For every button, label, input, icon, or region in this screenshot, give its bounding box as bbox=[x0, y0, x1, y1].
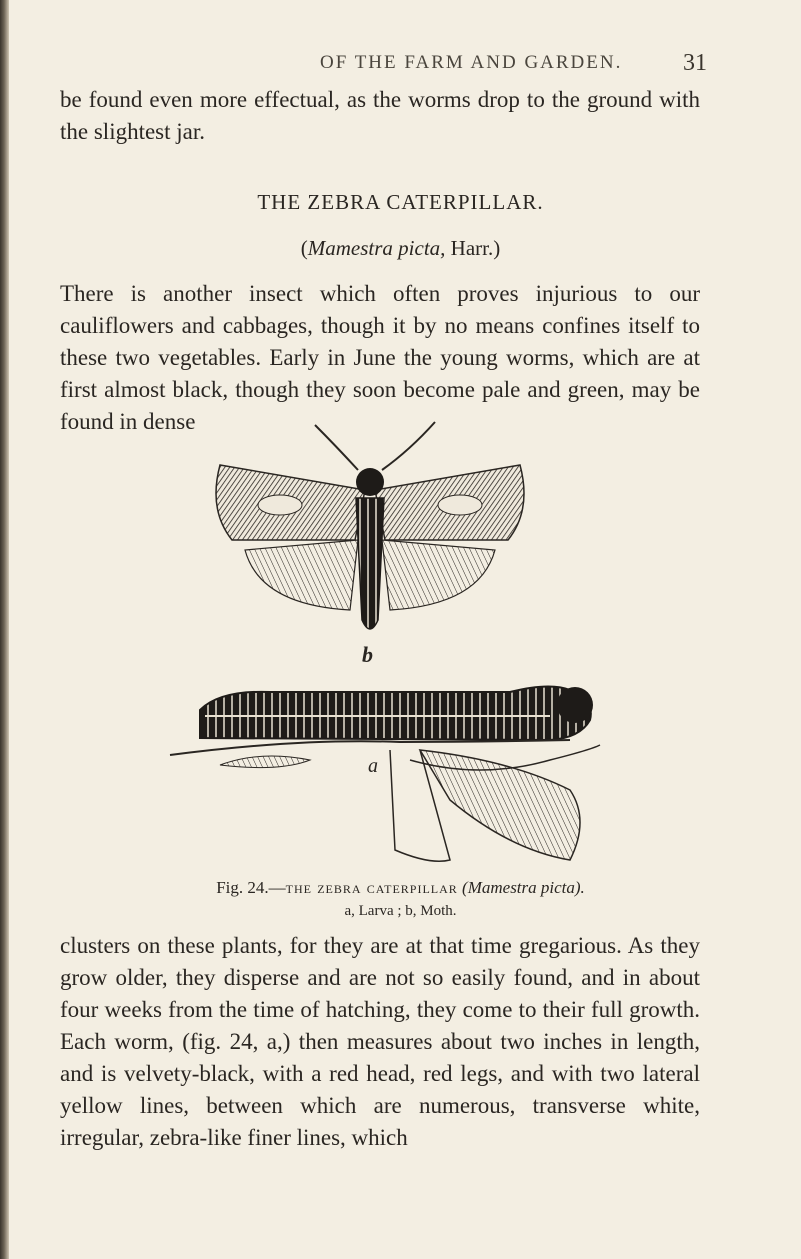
section-subtitle bbox=[0, 236, 801, 261]
caption-species: (Mamestra picta). bbox=[462, 878, 585, 897]
moth-antenna-left bbox=[315, 425, 358, 470]
paragraph-intro: There is another insect which often proves injurious to our cauliflowers and cabbages, though it by no means confines itself to these two vegetables. Early in June the young worms, which are at first almost black, though they soon become pale and green, may be found in dense bbox=[60, 281, 700, 434]
page-number: 31 bbox=[683, 50, 707, 76]
species-author: Harr.) bbox=[445, 236, 501, 260]
leaf-edge bbox=[170, 740, 570, 755]
larva-body bbox=[200, 686, 591, 740]
section-title: THE ZEBRA CATERPILLAR. bbox=[257, 190, 544, 214]
moth-spot-right bbox=[438, 495, 482, 515]
paragraph-after-figure: clusters on these plants, for they are at that time gregarious. As they grow older, they disperse and are not so easily found, and in about four weeks from the time of hatching, they come to their full growth. Each worm, (fig. 24, a,) then measures about two inches in length, and is velvety-black, with a red head, red legs, and with two lateral yellow lines, between which are numerous, transverse white, irregular, zebra-like finer lines, which bbox=[60, 933, 700, 1150]
moth-drawing bbox=[216, 422, 524, 667]
label-a: a bbox=[368, 755, 378, 777]
moth-head bbox=[356, 468, 384, 496]
engraving-svg bbox=[150, 420, 630, 880]
figure-24-illustration bbox=[150, 420, 630, 880]
caption-prefix: Fig. 24.— bbox=[216, 878, 286, 897]
moth-antenna-right bbox=[382, 422, 435, 470]
paragraph-continued: be found even more effectual, as the worms drop to the ground with the slightest jar. bbox=[60, 87, 700, 144]
caption-title: the zebra caterpillar bbox=[285, 878, 458, 897]
book-spine-shadow bbox=[0, 0, 9, 1259]
figure-caption-legend: a, Larva ; b, Moth. bbox=[344, 903, 457, 919]
running-header: OF THE FARM AND GARDEN. bbox=[320, 52, 623, 73]
larva-head bbox=[557, 687, 593, 723]
leaf-blade bbox=[420, 750, 580, 860]
leaf-fragment-left bbox=[220, 756, 310, 768]
figure-caption bbox=[0, 878, 801, 898]
species-name: Mamestra picta, bbox=[307, 236, 446, 260]
moth-spot-left bbox=[258, 495, 302, 515]
larva-drawing bbox=[170, 686, 600, 861]
moth-hindwing-right bbox=[382, 540, 495, 610]
subtitle-paren: ( bbox=[300, 236, 308, 260]
moth-hindwing-left bbox=[245, 540, 358, 610]
moth-abdomen bbox=[356, 498, 384, 629]
label-b: b bbox=[362, 642, 373, 667]
